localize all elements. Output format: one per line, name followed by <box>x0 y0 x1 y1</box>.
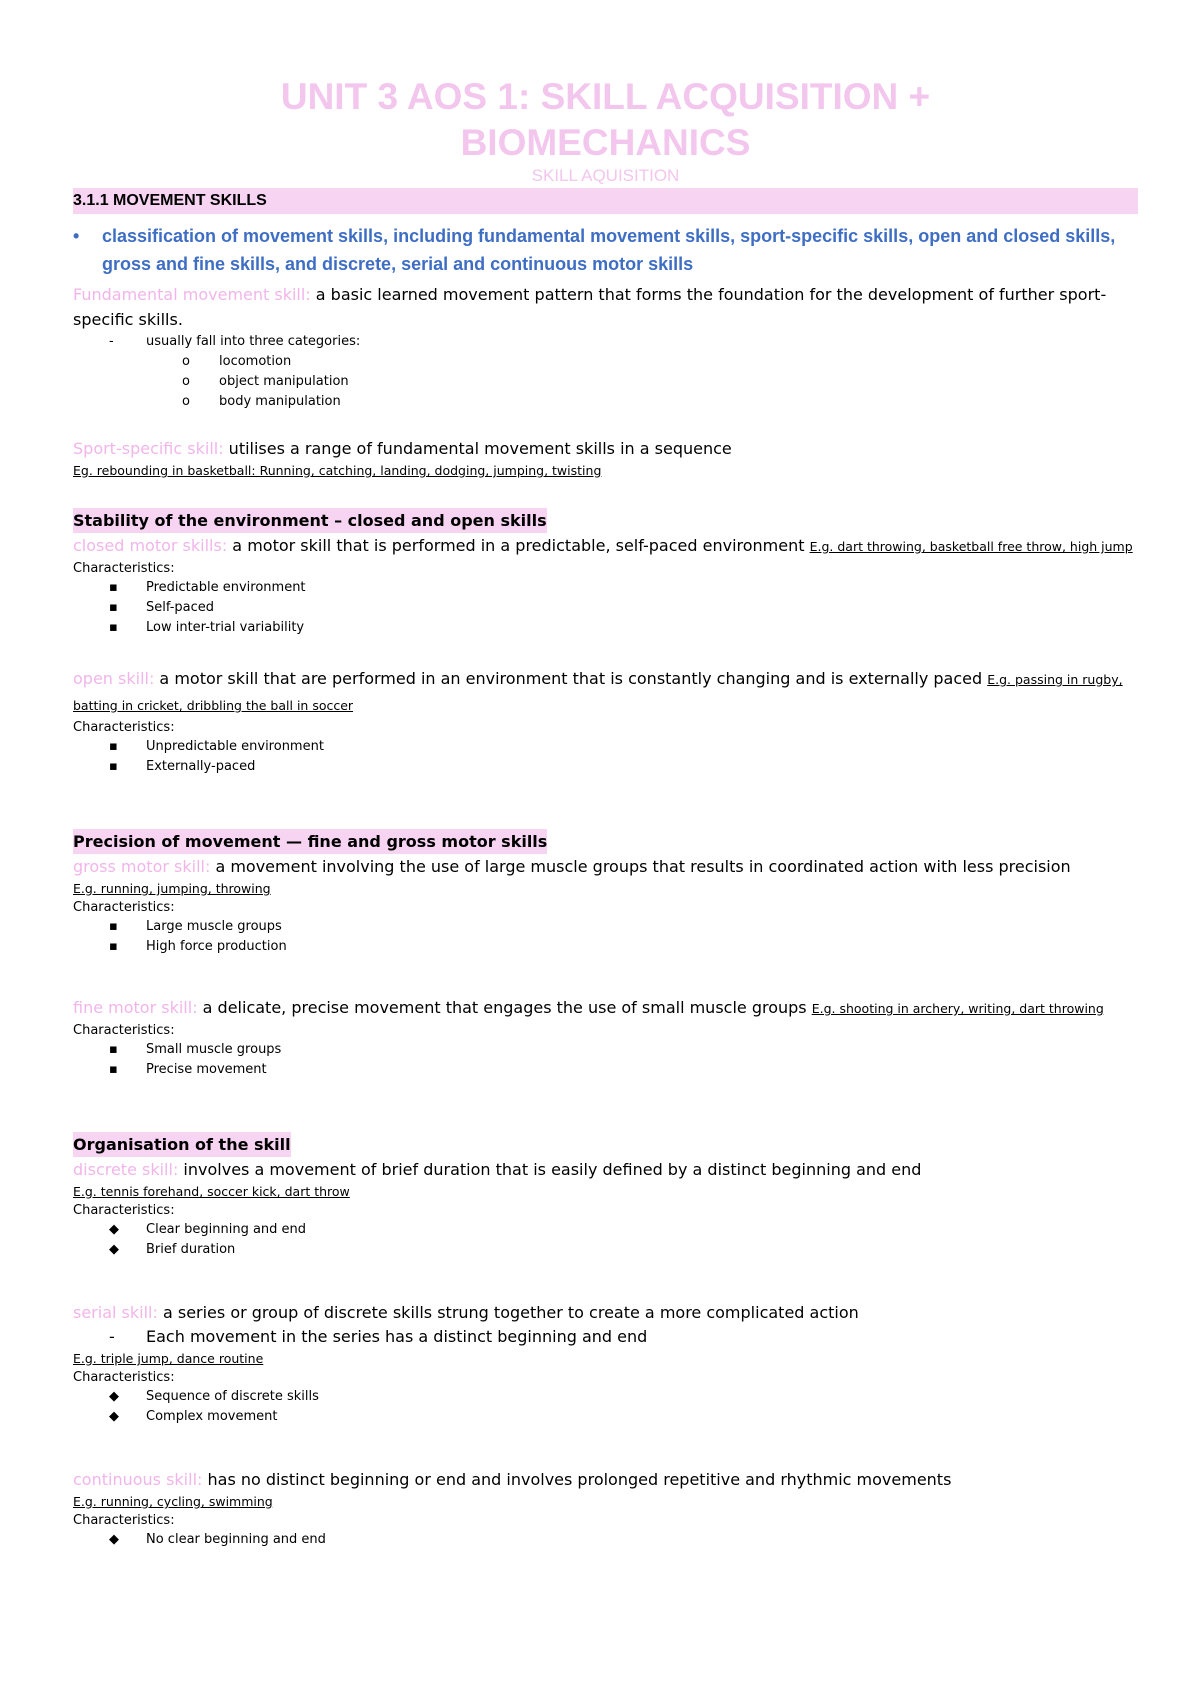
list-item: ▪ Precise movement <box>73 1060 1138 1080</box>
list-item: ◆ Sequence of discrete skills <box>73 1387 1138 1407</box>
characteristics-label: Characteristics: <box>73 561 175 576</box>
section-heading: 3.1.1 MOVEMENT SKILLS <box>73 188 1138 214</box>
definition-text: a delicate, precise movement that engages the use of small muscle groups <box>197 998 812 1017</box>
list-item: o object manipulation <box>73 372 1138 392</box>
circle-bullet-icon: o <box>182 394 190 409</box>
definition-text: has no distinct beginning or end and involves prolonged repetitive and rhythmic movements <box>202 1470 952 1489</box>
list-item: ▪ Predictable environment <box>73 578 1138 598</box>
diamond-bullet-icon: ◆ <box>109 1389 119 1404</box>
list-item: ◆ Clear beginning and end <box>73 1220 1138 1240</box>
example-text: E.g. passing in rugby, batting in cricket, dribbling the ball in soccer <box>73 672 1123 713</box>
term-label: closed motor skills: <box>73 536 228 555</box>
dash-icon: - <box>109 1327 115 1346</box>
characteristics-label: Characteristics: <box>73 1370 175 1385</box>
diamond-bullet-icon: ◆ <box>109 1242 119 1257</box>
objective <box>73 222 1138 278</box>
square-bullet-icon: ▪ <box>109 620 118 635</box>
definition-text: a basic learned movement pattern that forms the foundation for the development of further sport-specific skills. <box>73 285 1107 329</box>
square-bullet-icon: ▪ <box>109 1062 118 1077</box>
list-item: o body manipulation <box>73 392 1138 412</box>
dash-icon: - <box>109 334 114 349</box>
circle-bullet-icon: o <box>182 354 190 369</box>
continuous-skill-definition <box>73 1467 1138 1492</box>
document-subtitle: SKILL AQUISITION <box>531 166 680 185</box>
list-item: - Each movement in the series has a distinct beginning and end <box>73 1325 1138 1349</box>
subsection-heading: Stability of the environment – closed and open skills <box>73 508 547 533</box>
subsection-heading: Organisation of the skill <box>73 1132 291 1157</box>
term-label: continuous skill: <box>73 1470 203 1489</box>
circle-bullet-icon: o <box>182 374 190 389</box>
serial-skill-definition <box>73 1300 1138 1325</box>
characteristics-label: Characteristics: <box>73 1023 175 1038</box>
square-bullet-icon: ▪ <box>109 919 118 934</box>
diamond-bullet-icon: ◆ <box>109 1409 119 1424</box>
term-label: serial skill: <box>73 1303 158 1322</box>
list-item: ◆ Brief duration <box>73 1240 1138 1260</box>
title-line-1: UNIT 3 AOS 1: SKILL ACQUISITION + <box>280 76 931 117</box>
definition-text: utilises a range of fundamental movement skills in a sequence <box>223 439 732 458</box>
fine-skill-definition <box>73 995 1138 1021</box>
square-bullet-icon: ▪ <box>109 1042 118 1057</box>
square-bullet-icon: ▪ <box>109 600 118 615</box>
example-text: E.g. tennis forehand, soccer kick, dart throw <box>73 1184 350 1199</box>
objective-text: classification of movement skills, including fundamental movement skills, sport-specific skills, open and closed skills, gross and fine skills, and discrete, serial and continuous motor skills <box>101 226 1116 274</box>
term-label: discrete skill: <box>73 1160 179 1179</box>
definition-text: a series or group of discrete skills strung together to create a more complicated action <box>157 1303 859 1322</box>
characteristics-label: Characteristics: <box>73 900 175 915</box>
closed-skill-definition <box>73 533 1138 559</box>
subsection-heading: Precision of movement — fine and gross motor skills <box>73 829 547 854</box>
list-item: ▪ Low inter-trial variability <box>73 618 1138 638</box>
list-item: ◆ Complex movement <box>73 1407 1138 1427</box>
example-text: E.g. dart throwing, basketball free throw, high jump <box>809 539 1133 554</box>
definition-text: involves a movement of brief duration that is easily defined by a distinct beginning and end <box>178 1160 922 1179</box>
open-skill-definition <box>73 666 1138 718</box>
document-page <box>73 0 1138 1550</box>
characteristics-label: Characteristics: <box>73 1513 175 1528</box>
characteristics-label: Characteristics: <box>73 1203 175 1218</box>
list-item: - usually fall into three categories: <box>73 332 1138 352</box>
list-item: ◆ No clear beginning and end <box>73 1530 1138 1550</box>
characteristics-label: Characteristics: <box>73 720 175 735</box>
gross-skill-definition <box>73 854 1138 879</box>
square-bullet-icon: ▪ <box>109 739 118 754</box>
example-text: Eg. rebounding in basketball: Running, catching, landing, dodging, jumping, twisting <box>73 463 602 478</box>
list-item: o locomotion <box>73 352 1138 372</box>
title-line-2: BIOMECHANICS <box>460 122 751 163</box>
definition-text: a motor skill that is performed in a predictable, self-paced environment <box>227 536 810 555</box>
term-label: Fundamental movement skill: <box>73 285 311 304</box>
bullet-icon: • <box>73 226 80 246</box>
example-text: E.g. triple jump, dance routine <box>73 1351 264 1366</box>
square-bullet-icon: ▪ <box>109 939 118 954</box>
document-title <box>73 74 1138 166</box>
square-bullet-icon: ▪ <box>109 580 118 595</box>
list-item: ▪ Large muscle groups <box>73 917 1138 937</box>
list-item: ▪ Small muscle groups <box>73 1040 1138 1060</box>
diamond-bullet-icon: ◆ <box>109 1222 119 1237</box>
list-item: ▪ Unpredictable environment <box>73 737 1138 757</box>
definition-text: a movement involving the use of large muscle groups that results in coordinated action with less precision <box>210 857 1071 876</box>
term-label: open skill: <box>73 669 155 688</box>
term-label: Sport-specific skill: <box>73 439 224 458</box>
definition-text: a motor skill that are performed in an environment that is constantly changing and is externally paced <box>154 669 988 688</box>
list-item: ▪ Externally-paced <box>73 757 1138 777</box>
example-text: E.g. running, cycling, swimming <box>73 1494 273 1509</box>
list-item: ▪ High force production <box>73 937 1138 957</box>
example-text: E.g. running, jumping, throwing <box>73 881 271 896</box>
diamond-bullet-icon: ◆ <box>109 1532 119 1547</box>
square-bullet-icon: ▪ <box>109 759 118 774</box>
term-label: fine motor skill: <box>73 998 198 1017</box>
discrete-skill-definition <box>73 1157 1138 1182</box>
example-text: E.g. shooting in archery, writing, dart throwing <box>811 1001 1104 1016</box>
term-label: gross motor skill: <box>73 857 211 876</box>
fundamental-definition <box>73 282 1138 332</box>
sport-specific-definition <box>73 436 1138 461</box>
list-item: ▪ Self-paced <box>73 598 1138 618</box>
